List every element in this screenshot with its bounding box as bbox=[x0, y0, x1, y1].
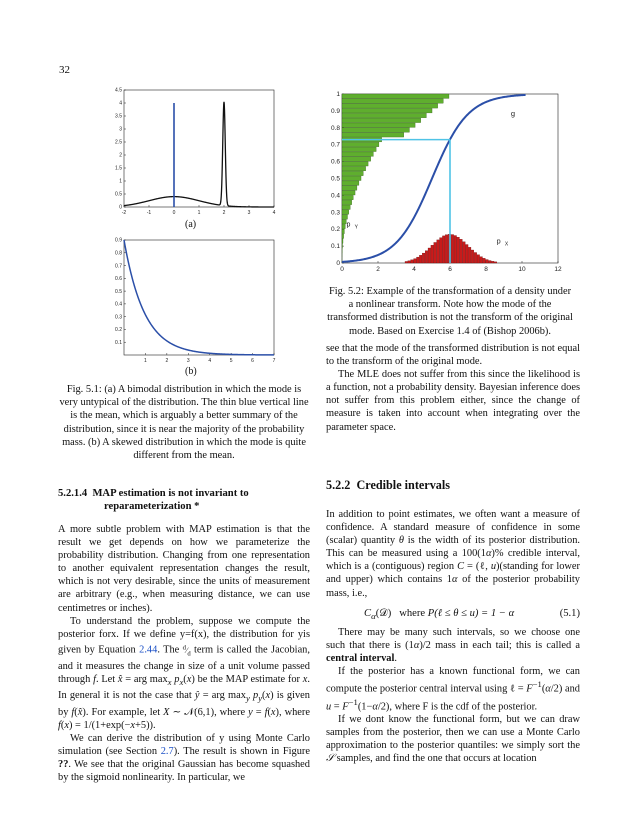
y-tick-label: 2.5 bbox=[115, 139, 122, 146]
x-tick-label: 8 bbox=[484, 266, 488, 273]
left-column-body bbox=[58, 523, 310, 784]
x-tick-label: 6 bbox=[251, 358, 254, 364]
figure-5-1-caption: Fig. 5.1: (a) A bimodal distribution in which the mode is very untypical of the distribution. The thin blue vertical line is the mean, which is arguably a better summary of the distribution, since it is near the majority of the probability mass. (b) A skewed distribution in which the mode is quite different from the mean. bbox=[59, 384, 309, 462]
histogram-bar-py bbox=[342, 210, 349, 214]
histogram-bar-px bbox=[463, 242, 466, 263]
x-tick-label: 6 bbox=[448, 266, 452, 273]
histogram-bar-py bbox=[342, 104, 438, 108]
x-tick-label: 7 bbox=[272, 358, 276, 364]
histogram-bar-py bbox=[342, 133, 404, 137]
histogram-bar-px bbox=[471, 250, 474, 263]
y-tick-label: 0 bbox=[119, 204, 122, 211]
label-py: p bbox=[346, 221, 351, 229]
equation-link[interactable]: 2.44 bbox=[139, 644, 158, 656]
figure-ref[interactable]: ?? bbox=[58, 759, 69, 770]
equation-5-1: $C_\alpha(𝒟)$ where P(ℓ ≤ θ ≤ u) = 1 − α (5.1) bbox=[364, 607, 580, 621]
paragraph: see that the mode of the transformed distribution is not equal to the transform of the original mode. bbox=[326, 343, 580, 368]
histogram-bar-py bbox=[342, 162, 368, 166]
x-tick-label: 3 bbox=[186, 358, 190, 364]
figure-5-1a-chart bbox=[100, 82, 285, 220]
y-tick-label: 0.6 bbox=[330, 158, 340, 166]
x-tick-label: 3 bbox=[247, 210, 251, 216]
histogram-bar-px bbox=[440, 238, 443, 263]
histogram-bar-px bbox=[437, 240, 440, 263]
page-number: 32 bbox=[59, 64, 70, 76]
histogram-bar-py bbox=[342, 244, 343, 248]
x-tick-label: 4 bbox=[272, 210, 276, 216]
histogram-bar-px bbox=[434, 242, 437, 263]
section-5-2-2-heading bbox=[326, 478, 450, 493]
histogram-bar-py bbox=[342, 99, 443, 103]
histogram-bar-py bbox=[342, 113, 426, 117]
histogram-bar-py bbox=[342, 166, 366, 170]
histogram-bar-py bbox=[342, 195, 353, 199]
heading-number: 5.2.1.4 bbox=[58, 488, 88, 499]
figure-5-1a-label: (a) bbox=[185, 219, 197, 230]
y-tick-label: 0.2 bbox=[115, 327, 122, 334]
histogram-bar-px bbox=[419, 255, 422, 263]
histogram-bar-py bbox=[342, 128, 409, 132]
heading-line-2: reparameterization * bbox=[104, 501, 200, 512]
x-tick-label: 4 bbox=[412, 266, 416, 273]
histogram-bar-px bbox=[465, 245, 468, 263]
x-tick-label: 1 bbox=[144, 358, 147, 364]
density-curve bbox=[124, 240, 274, 355]
histogram-bar-px bbox=[494, 262, 497, 263]
paragraph: If we dont know the functional form, but we can draw samples from the posterior, then we can use a Monte Carlo approximation to the posterior quantiles: we simply sort the 𝒮 samples, and find the one that occurs at location bbox=[326, 714, 580, 765]
figure-5-1b-label: (b) bbox=[185, 366, 197, 377]
histogram-bar-px bbox=[474, 253, 477, 263]
paragraph: A more subtle problem with MAP estimation is that the result we get depends on how we parameterize the probability distribution. Changing from one representation to another equivalent representation changes the result, which is not very desirable, since the units of measurement are arbitrary (e.g., when measuring distance, we can use centimetres or inches). bbox=[58, 524, 310, 614]
histogram-bar-px bbox=[405, 261, 408, 263]
paragraph: There may be many such intervals, so we choose one such that there is (1α)/2 mass in each tail; this is called a central interval. bbox=[326, 626, 580, 664]
y-tick-label: 0.9 bbox=[115, 237, 122, 244]
y-tick-label: 1.5 bbox=[115, 165, 122, 172]
x-tick-label: -1 bbox=[146, 210, 152, 216]
figure-5-1b-chart bbox=[100, 234, 285, 364]
histogram-bar-py bbox=[342, 157, 371, 161]
histogram-bar-py bbox=[342, 142, 379, 146]
histogram-bar-py bbox=[342, 224, 345, 228]
axes-frame bbox=[124, 240, 274, 355]
histogram-bar-py bbox=[342, 200, 352, 204]
y-tick-label: 0.7 bbox=[115, 263, 122, 270]
y-tick-label: 0.4 bbox=[115, 301, 122, 308]
y-tick-label: 4 bbox=[119, 100, 122, 107]
x-tick-label: 0 bbox=[172, 210, 176, 216]
y-tick-label: 0.8 bbox=[115, 250, 122, 257]
y-tick-label: 1 bbox=[119, 178, 122, 185]
histogram-bar-px bbox=[486, 260, 489, 263]
histogram-bar-px bbox=[417, 257, 420, 263]
histogram-bar-px bbox=[428, 248, 431, 263]
y-tick-label: 2 bbox=[119, 152, 122, 159]
histogram-bar-px bbox=[414, 259, 417, 263]
histogram-bar-py bbox=[342, 191, 355, 195]
histogram-bar-px bbox=[422, 253, 425, 263]
y-tick-label: 0.2 bbox=[330, 226, 340, 234]
heading-number: 5.2.2 bbox=[326, 478, 351, 492]
y-tick-label: 0.9 bbox=[330, 107, 340, 115]
histogram-bar-py bbox=[342, 234, 344, 238]
histogram-bar-py bbox=[342, 229, 344, 233]
right-column-body-top bbox=[326, 342, 580, 434]
histogram-bar-py bbox=[342, 123, 415, 127]
x-tick-label: 2 bbox=[165, 358, 169, 364]
histogram-bar-px bbox=[468, 247, 471, 263]
x-tick-label: 0 bbox=[340, 266, 344, 273]
y-tick-label: 0.5 bbox=[330, 175, 340, 183]
paragraph: If the posterior has a known functional form, we can compute the posterior central interval using ℓ = $F^{-1}(\alpha/2)$ and $u = F^{-1}(1-\alpha/2)$, where F is the cdf of the posterior. bbox=[326, 665, 580, 713]
x-tick-label: 5 bbox=[229, 358, 233, 364]
histogram-bar-py bbox=[342, 147, 376, 151]
paragraph: To understand the problem, suppose we compute the posterior forx. If we define y=f(x), the distribution for yis given by Equation 2.44. The $^d⁄_d$ term is called the Jacobian, and it measures the change in size of a unit volume passed through f. Let x̂ = arg $\max_x p_x(x)$ be the MAP estimate for x. In general it is not the case that ŷ = arg $\max_y p_y(x)$ is given by f(x̂). For example, let X ∼ 𝒩(6,1), where y = f(x), where f(x) = 1/(1+exp(−x+5)). bbox=[58, 615, 310, 731]
histogram-bar-py bbox=[342, 118, 421, 122]
y-tick-label: 0.6 bbox=[115, 276, 122, 283]
histogram-bar-py bbox=[342, 176, 361, 180]
figure-5-2-chart bbox=[328, 88, 568, 278]
histogram-bar-px bbox=[460, 239, 463, 263]
histogram-bar-py bbox=[342, 181, 359, 185]
x-tick-label: 2 bbox=[376, 266, 380, 273]
x-tick-label: 10 bbox=[518, 266, 526, 273]
histogram-bar-px bbox=[408, 261, 411, 263]
x-tick-label: 4 bbox=[208, 358, 212, 364]
y-tick-label: 0.5 bbox=[115, 288, 122, 295]
label-px-sub: X bbox=[504, 241, 509, 248]
histogram-bar-py bbox=[342, 186, 357, 190]
x-tick-label: -2 bbox=[121, 210, 127, 216]
label-py-sub: Y bbox=[354, 224, 358, 231]
histogram-bar-py bbox=[342, 108, 432, 112]
y-tick-label: 4.5 bbox=[115, 87, 122, 94]
y-tick-label: 0.7 bbox=[330, 141, 340, 149]
label-px: p bbox=[496, 238, 501, 246]
x-tick-label: 2 bbox=[222, 210, 226, 216]
term-central-interval: central interval bbox=[326, 652, 395, 664]
histogram-bar-px bbox=[451, 235, 454, 263]
axes-frame bbox=[124, 90, 274, 207]
y-tick-label: 1 bbox=[336, 91, 340, 98]
histogram-bar-px bbox=[480, 257, 483, 263]
histogram-bar-py bbox=[342, 205, 350, 209]
histogram-bar-px bbox=[411, 260, 414, 263]
heading-line-1: MAP estimation is not invariant to bbox=[92, 488, 249, 499]
histogram-bar-px bbox=[489, 261, 492, 263]
right-column-body bbox=[326, 508, 580, 766]
paragraph: The MLE does not suffer from this since the likelihood is a function, not a probability density. Bayesian inference does not suffer from this problem either, since the change of measure is taken into account when integrating over the parameter space. bbox=[326, 369, 580, 433]
y-tick-label: 3 bbox=[119, 126, 122, 133]
histogram-bar-py bbox=[342, 215, 348, 219]
y-tick-label: 0.3 bbox=[330, 209, 340, 217]
y-tick-label: 0 bbox=[336, 260, 340, 267]
y-tick-label: 0.1 bbox=[330, 243, 340, 251]
y-tick-label: 3.5 bbox=[115, 113, 122, 120]
histogram-bar-py bbox=[342, 152, 373, 156]
histogram-bar-px bbox=[483, 258, 486, 263]
paragraph: In addition to point estimates, we often want a measure of confidence. A standard measure of confidence in some (scalar) quantity θ is the width of its posterior distribution. This can be measured using a 100(1α)% credible interval, which is a (contiguous) region C = (ℓ, u)(standing for lower and upper) which contains 1α of the posterior probability mass, i.e., bbox=[326, 509, 580, 599]
y-tick-label: 0.4 bbox=[330, 192, 340, 200]
histogram-bar-px bbox=[491, 261, 494, 263]
x-tick-label: 12 bbox=[554, 266, 562, 273]
section-link[interactable]: 2.7 bbox=[160, 745, 174, 757]
histogram-bar-py bbox=[342, 171, 363, 175]
section-5-2-1-4-heading bbox=[58, 487, 318, 513]
histogram-bar-py bbox=[342, 94, 449, 98]
histogram-bar-px bbox=[477, 255, 480, 263]
paragraph: We can derive the distribution of y using Monte Carlo simulation (see Section 2.7). The result is shown in Figure ??. We see that the original Gaussian has become squashed by the sigmoid nonlinearity. In particular, we bbox=[58, 732, 310, 784]
histogram-bar-px bbox=[442, 236, 445, 263]
heading-title: Credible intervals bbox=[356, 478, 451, 492]
density-curve bbox=[124, 102, 274, 207]
equation-number: (5.1) bbox=[559, 607, 580, 619]
histogram-bar-px bbox=[454, 236, 457, 263]
histogram-bar-py bbox=[342, 239, 343, 243]
histogram-bar-px bbox=[431, 245, 434, 263]
y-tick-label: 0.1 bbox=[115, 339, 122, 346]
x-tick-label: 1 bbox=[197, 210, 201, 216]
y-tick-label: 0.8 bbox=[330, 124, 340, 132]
figure-5-2-caption: Fig. 5.2: Example of the transformation of a density under a nonlinear transform. Note how the mode of the transformed distribution is not the transform of the original mode. Based on Exercise 1.4 of (Bishop 2006b). bbox=[327, 286, 573, 337]
y-tick-label: 0.5 bbox=[115, 191, 122, 198]
label-g: g bbox=[510, 108, 516, 118]
histogram-bar-px bbox=[425, 251, 428, 263]
histogram-bar-px bbox=[445, 235, 448, 263]
y-tick-label: 0.3 bbox=[115, 314, 122, 321]
histogram-bar-px bbox=[457, 237, 460, 263]
